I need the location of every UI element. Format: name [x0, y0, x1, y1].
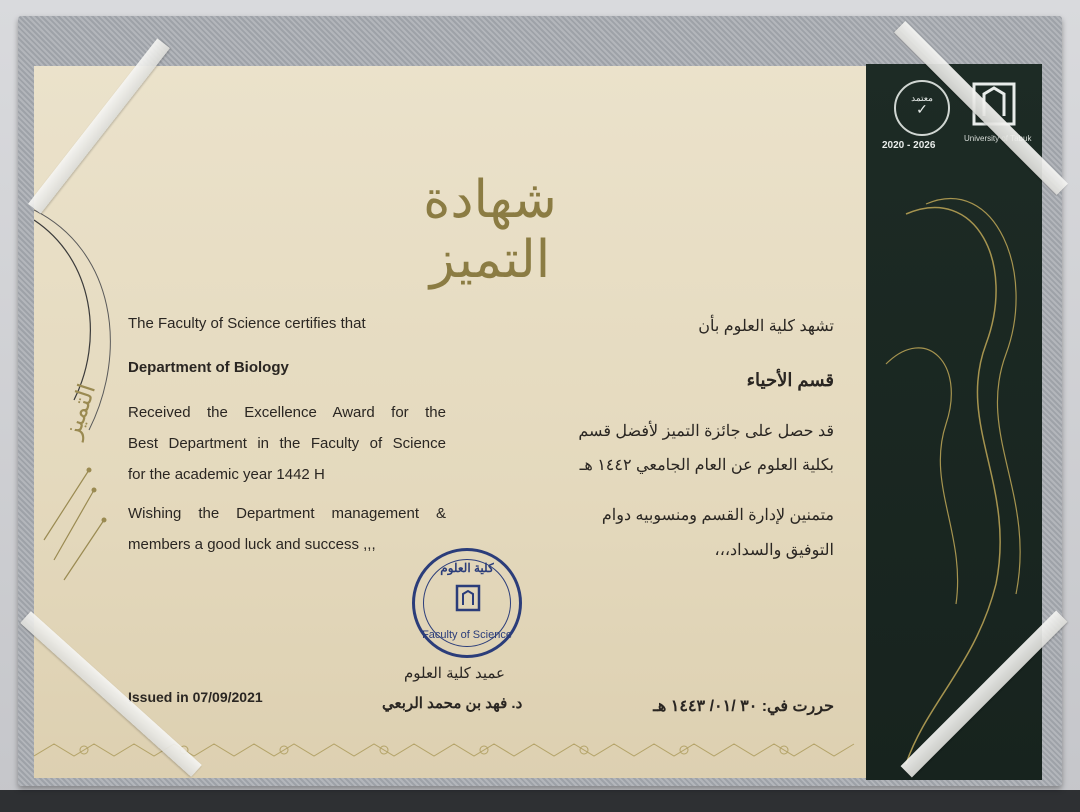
en-award-line-1: Received the Excellence Award for the — [128, 404, 446, 421]
ar-wish-line-2: التوفيق والسداد،،، — [714, 542, 834, 559]
en-department: Department of Biology — [128, 359, 289, 376]
check-icon: ✓ — [916, 101, 928, 117]
university-name: University of Tabuk — [964, 134, 1032, 143]
ar-department: قسم الأحياء — [746, 370, 834, 390]
accredited-label: معتمد — [911, 93, 933, 103]
left-decor-word: التميز — [57, 380, 102, 442]
dean-title: عميد كلية العلوم — [404, 665, 506, 682]
seal-bottom-text: Faculty of Science — [422, 629, 512, 641]
seal-emblem-icon — [454, 583, 482, 613]
en-wish-line-1: Wishing the Department management & — [128, 505, 446, 522]
en-award-line-3: for the academic year 1442 H — [128, 466, 325, 483]
certificate-title: شهادة التميز — [423, 170, 557, 290]
seal-top-text: كلية العلوم — [440, 561, 494, 575]
ar-certifies-line: تشهد كلية العلوم بأن — [698, 318, 834, 335]
ar-award-line-2: بكلية العلوم عن العام الجامعي ١٤٤٢ هـ — [579, 457, 834, 474]
ar-wish-line-1: متمنين لإدارة القسم ومنسوبيه دوام — [601, 507, 834, 524]
table-edge — [0, 790, 1080, 812]
accreditation-badge — [894, 80, 950, 136]
ar-issued-date: حررت في: ٣٠ /٠١/ ١٤٤٣ هـ — [653, 698, 834, 715]
en-certifies-line: The Faculty of Science certifies that — [128, 315, 366, 332]
faculty-seal — [412, 548, 522, 658]
accreditation-years: 2020 - 2026 — [882, 140, 936, 151]
issued-date: Issued in 07/09/2021 — [128, 689, 263, 705]
en-award-line-2: Best Department in the Faculty of Science — [128, 435, 446, 452]
ar-award-line-1: قد حصل على جائزة التميز لأفضل قسم — [578, 423, 834, 440]
dean-name: د. فهد بن محمد الربعي — [382, 695, 523, 712]
en-wish-line-2: members a good luck and success ,,, — [128, 536, 376, 553]
